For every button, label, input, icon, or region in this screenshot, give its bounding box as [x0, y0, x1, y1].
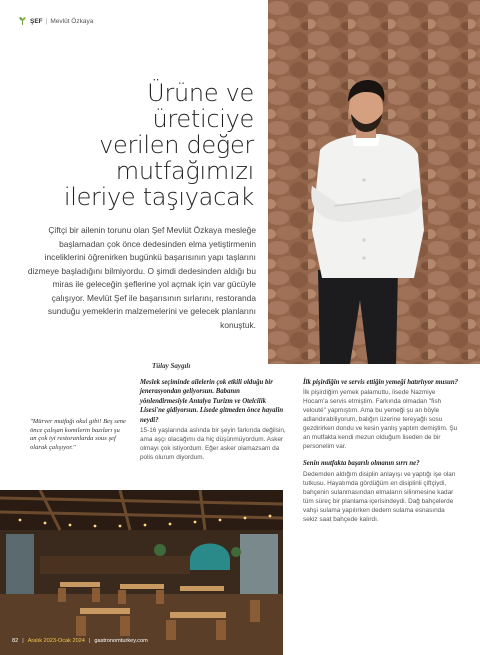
chef-portrait-photo	[268, 0, 480, 364]
chef-name-label: Mevlüt Özkaya	[50, 17, 94, 25]
headline-line: ileriye taşıyacak	[63, 183, 254, 211]
interview-answer: 15-16 yaşlarında aslında bir şeyin farkında değilsin, ama aşçı olacağımı da hiç düşünmüyordum. Asker olmayı çok istiyordum. Eğer asker olamazsam da polis olurum diyordum.	[140, 427, 286, 462]
interview-column-2	[303, 378, 461, 532]
leaf-icon	[18, 16, 27, 26]
footer-separator: |	[88, 638, 91, 644]
headline-line: Ürüne ve	[147, 79, 254, 107]
headline-line: üreticiye	[152, 105, 254, 133]
article-intro: Çiftçi bir ailenin torunu olan Şef Mevlüt Özkaya mesleğe başlamadan çok önce dedesinden elma yetiştirmenin inceliklerini öğrenirken bugünkü başarısının yapı taşlarını dizmeye başladığını bilmiyordu. O şimdi dedesinden aldığı bu miras ile geleceğin şeflerine yol açmak için var gücüyle çalışıyor. Mevlüt Şef ile başarısının sırlarını, restoranda sunduğu yemeklerin malzemelerini ve gelecek planlarını konuştuk.	[27, 225, 256, 330]
page-footer	[12, 638, 148, 644]
author-byline: Tülay Saygılı	[152, 362, 191, 370]
headline-line: mutfağımızı	[115, 157, 254, 185]
header-separator: |	[45, 17, 48, 25]
footer-separator: |	[22, 638, 24, 644]
website-link[interactable]: gastronomturkey.com	[94, 638, 148, 644]
interview-answer: Dedemden aldığım disiplin anlayışı ve yaptığı işe olan tutkusu. Hayatımda gördüğüm en disiplinli çiftçiydi, bahçenin sulanmasından elmaların silinmesine kadar tüm süreç bir planlama içerisindeydi. Dağ bahçelerde vahşi sulama yapılırken dedem sulama esnasında sekiz saat bahçede kalırdı.	[303, 470, 456, 523]
article-headline	[14, 80, 254, 210]
interview-question: İlk pişirdiğin ve servis ettiğin yemeği hatırlıyor musun?	[303, 379, 459, 386]
interview-answer: İlk pişirdiğim yemek palamuttu, lisede Nazmiye Hocam'a servis etmiştim. Farkında olmadan "fish velouté" yapmıştım. Ama bu yemeği şu an böyle adlandırabiliyorum, balığın üzerine tereyağlı sosu gezdirirken dondu ve kesin yanlış yaptım demiştim. Şu an mutfakta kendi mezun olduğum liseden de bir personelim var.	[303, 389, 458, 451]
interview-question: Meslek seçiminde ailelerin çok etkili olduğu bir jenerasyondan geliyorsun. Babanın yönlendirmesiyle Antalya Turizm ve Otelcilik Lisesi'ne gidiyorsun. Lisede gitmeden önce hayalin neydi?	[140, 379, 284, 424]
interview-question: Senin mutfakta başarılı olmanın sırrı ne?	[303, 460, 420, 468]
issue-date: Aralık 2023-Ocak 2024	[27, 638, 85, 644]
section-header	[18, 16, 93, 26]
pull-quote: "Mürver mutfağı okul gibi! Beş sene önce çalışan komilerin bazıları şu an çok iyi restoranlarda sous şef olarak çalışıyor."	[30, 418, 126, 451]
interview-column-1	[140, 378, 288, 470]
page-number: 82	[12, 638, 19, 644]
restaurant-interior-photo	[0, 490, 283, 655]
section-label: ŞEF	[30, 17, 43, 25]
headline-line: verilen değer	[99, 131, 254, 159]
